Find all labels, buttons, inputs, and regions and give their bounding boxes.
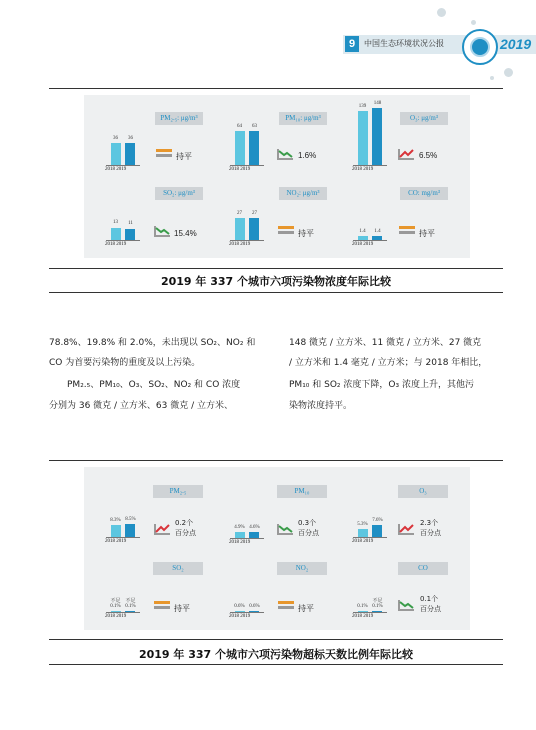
paragraph-line: 分别为 36 微克 / 立方米、63 微克 / 立方米、 <box>49 401 233 411</box>
f1-change: 1.6% <box>298 151 317 160</box>
f2-change: 2.3个 百分点 <box>420 519 441 537</box>
figure2-mid-rule <box>49 639 503 640</box>
up-trend-icon <box>398 148 414 160</box>
figure1-bottom-rule <box>49 292 503 293</box>
f1-value-2019: 63 <box>252 124 257 129</box>
f2-year-labels: 2018 2019 <box>352 614 374 619</box>
f1-value-2019: 1.4 <box>374 229 381 234</box>
flat-trend-icon <box>278 226 294 236</box>
f1-label-so2: SO₂: μg/m³ <box>155 187 203 200</box>
f1-year-labels: 2018 2019 <box>229 167 251 172</box>
f2-note-2019: 不足 <box>125 599 136 604</box>
f2-year-labels: 2018 2019 <box>229 614 251 619</box>
f1-axis <box>106 165 140 166</box>
figure2-bottom-rule <box>49 664 503 665</box>
f1-change: 持平 <box>176 152 192 161</box>
f1-bar-2018 <box>111 228 121 240</box>
f2-value-2019: 0.6% <box>249 604 260 609</box>
f2-value-2019: 8.5% <box>125 517 136 522</box>
f1-year-labels: 2018 2019 <box>352 167 374 172</box>
f1-change: 6.5% <box>419 151 438 160</box>
f2-label-co: CO <box>398 562 448 575</box>
figure2-caption: 2019 年 337 个城市六项污染物超标天数比例年际比较 <box>138 648 414 661</box>
f1-label-pm25: PM₂.₅: μg/m³ <box>155 112 203 125</box>
f1-axis <box>230 165 264 166</box>
flat-trend-icon <box>154 601 170 611</box>
f1-bar-2018 <box>235 131 245 165</box>
f2-bar-2018 <box>111 525 121 537</box>
f2-axis <box>353 612 387 613</box>
f1-value-2019: 36 <box>128 136 133 141</box>
f1-value-2018: 36 <box>113 136 118 141</box>
f1-label-co: CO: mg/m³ <box>400 187 448 200</box>
f1-year-labels: 2018 2019 <box>352 242 374 247</box>
f2-axis <box>353 537 387 538</box>
f1-bar-2019 <box>125 143 135 165</box>
flat-trend-icon <box>399 226 415 236</box>
f2-label-pm25: PM₂.₅ <box>153 485 203 498</box>
f1-value-2018: 64 <box>237 124 242 129</box>
page-number: 9 <box>345 36 359 52</box>
f1-year-labels: 2018 2019 <box>229 242 251 247</box>
f1-change: 持平 <box>419 229 435 238</box>
up-trend-icon <box>398 523 414 535</box>
f1-bar-2018 <box>235 218 245 240</box>
flat-trend-icon <box>278 601 294 611</box>
flat-trend-icon <box>156 149 172 159</box>
f2-value-2018: 0.1% <box>357 604 368 609</box>
f2-axis <box>230 612 264 613</box>
f2-axis <box>230 538 264 539</box>
f2-axis <box>106 612 140 613</box>
f2-note-2018: 不足 <box>110 599 121 604</box>
f1-value-2018: 27 <box>237 211 242 216</box>
down-trend-icon <box>398 599 414 611</box>
f1-bar-2019 <box>372 108 382 165</box>
f2-bar-2018 <box>358 529 368 537</box>
f2-label-no2: NO₂ <box>277 562 327 575</box>
figure1-caption: 2019 年 337 个城市六项污染物浓度年际比较 <box>160 275 392 288</box>
header-ring-inner <box>470 37 490 57</box>
f1-axis <box>353 240 387 241</box>
f1-change: 15.4% <box>174 229 197 238</box>
paragraph-line: 78.8%、19.8% 和 2.0%，未出现以 SO₂、NO₂ 和 <box>49 338 256 348</box>
f2-value-2018: 0.1% <box>110 604 121 609</box>
f1-label-o3: O₃: μg/m³ <box>400 112 448 125</box>
f1-value-2019: 11 <box>128 221 133 226</box>
f2-change: 0.1个 百分点 <box>420 595 441 613</box>
f1-label-no2: NO₂: μg/m³ <box>279 187 327 200</box>
f1-label-pm10: PM₁₀: μg/m³ <box>279 112 327 125</box>
f1-bar-2018 <box>358 111 368 165</box>
f2-change: 持平 <box>174 604 190 613</box>
f1-year-labels: 2018 2019 <box>105 167 127 172</box>
decor-dot <box>504 68 513 77</box>
report-year: 2019 <box>500 36 532 52</box>
f1-value-2019: 148 <box>373 101 382 106</box>
f2-value-2019: 7.6% <box>372 518 383 523</box>
decor-dot <box>471 20 476 25</box>
f2-change: 持平 <box>298 604 314 613</box>
f2-note-2019: 不足 <box>372 599 383 604</box>
f1-bar-2019 <box>249 218 259 240</box>
f2-value-2019: 4.6% <box>249 525 260 530</box>
figure1-mid-rule <box>49 268 503 269</box>
f1-axis <box>353 165 387 166</box>
f1-value-2018: 1.4 <box>359 229 366 234</box>
paragraph-line: 148 微克 / 立方米、11 微克 / 立方米、27 微克 <box>289 338 482 348</box>
f1-value-2018: 13 <box>113 220 118 225</box>
f1-axis <box>230 240 264 241</box>
f2-year-labels: 2018 2019 <box>229 540 251 545</box>
up-trend-icon <box>154 523 170 535</box>
f1-value-2019: 27 <box>252 211 257 216</box>
f2-year-labels: 2018 2019 <box>105 614 127 619</box>
f1-change: 持平 <box>298 229 314 238</box>
f2-bar-2019 <box>372 525 382 537</box>
paragraph-line: / 立方米和 1.4 毫克 / 立方米；与 2018 年相比， <box>289 358 488 368</box>
f2-value-2018: 5.3% <box>357 522 368 527</box>
f2-change: 0.2个 百分点 <box>175 519 196 537</box>
paragraph-line: CO 为首要污染物的重度及以上污染。 <box>49 358 201 368</box>
f1-bar-2019 <box>249 131 259 165</box>
f2-value-2019: 0.1% <box>125 604 136 609</box>
f2-change: 0.3个 百分点 <box>298 519 319 537</box>
f2-label-o3: O₃ <box>398 485 448 498</box>
figure1-top-rule <box>49 88 503 89</box>
f2-year-labels: 2018 2019 <box>352 539 374 544</box>
f2-value-2018: 0.6% <box>234 604 245 609</box>
f2-value-2019: 0.1% <box>372 604 383 609</box>
f1-value-2018: 139 <box>358 104 367 109</box>
f2-value-2018: 8.3% <box>110 518 121 523</box>
figure2-top-rule <box>49 460 503 461</box>
f2-bar-2019 <box>125 524 135 537</box>
report-title: 中国生态环境状况公报 <box>364 39 444 48</box>
paragraph-line: PM₂.₅、PM₁₀、O₃、SO₂、NO₂ 和 CO 浓度 <box>67 380 241 390</box>
f2-value-2018: 4.9% <box>234 525 245 530</box>
paragraph-line: 染物浓度持平。 <box>289 401 353 411</box>
down-trend-icon <box>154 225 170 237</box>
down-trend-icon <box>277 148 293 160</box>
f2-label-so2: SO₂ <box>153 562 203 575</box>
f2-label-pm10: PM₁₀ <box>277 485 327 498</box>
f1-year-labels: 2018 2019 <box>105 242 127 247</box>
f1-axis <box>106 240 140 241</box>
paragraph-line: PM₁₀ 和 SO₂ 浓度下降，O₃ 浓度上升，其他污 <box>289 380 474 390</box>
f2-year-labels: 2018 2019 <box>105 539 127 544</box>
decor-dot <box>490 76 494 80</box>
f1-bar-2019 <box>125 229 135 240</box>
f1-bar-2018 <box>111 143 121 165</box>
down-trend-icon <box>277 523 293 535</box>
decor-dot <box>437 8 446 17</box>
f2-axis <box>106 537 140 538</box>
